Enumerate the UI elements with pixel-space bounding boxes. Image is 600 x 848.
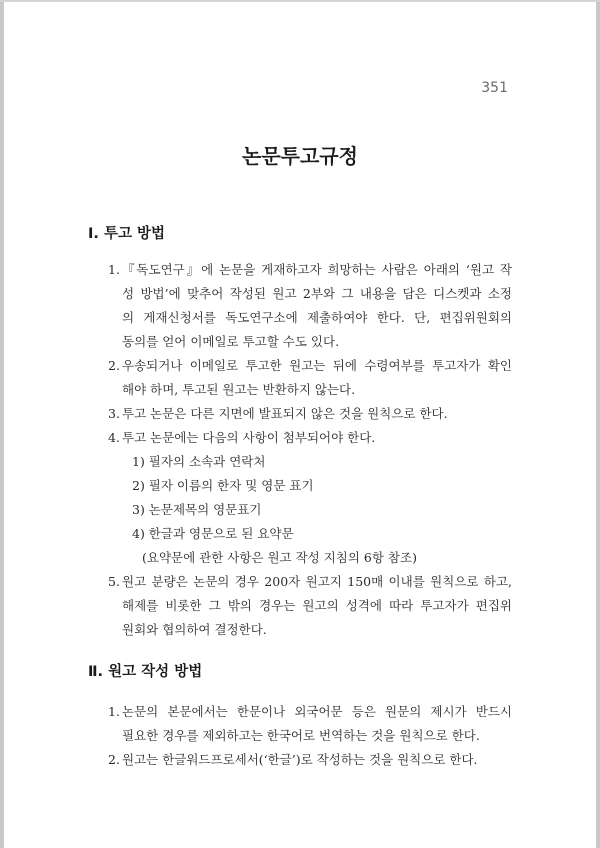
item-line: 논문의 본문에서는 한문이나 외국어문 등은 원문의 제시가 반드시	[122, 704, 512, 719]
list-item	[108, 570, 512, 642]
page-title: 논문투고규정	[242, 144, 358, 168]
item-line: 해야 하며, 투고된 원고는 반환하지 않는다.	[122, 382, 356, 397]
page-edge-left	[0, 0, 4, 848]
item-number: 4.	[108, 430, 120, 445]
sub-item: 1) 필자의 소속과 연락처	[132, 454, 266, 469]
section-heading-2: Ⅱ. 원고 작성 방법	[88, 664, 203, 680]
item-line: 투고 논문은 다른 지면에 발표되지 않은 것을 원칙으로 한다.	[122, 406, 448, 421]
item-line: 원회와 협의하여 결정한다.	[122, 622, 267, 637]
item-number: 1.	[108, 704, 120, 719]
item-line: 의 게재신청서를 독도연구소에 제출하여야 한다. 단, 편집위원회의	[122, 310, 512, 325]
item-line: 동의를 얻어 이메일로 투고할 수도 있다.	[122, 334, 340, 349]
item-number: 3.	[108, 406, 120, 421]
item-line: 원고는 한글워드프로세서(‘한글’)로 작성하는 것을 원칙으로 한다.	[122, 752, 478, 767]
sub-item: 2) 필자 이름의 한자 및 영문 표기	[132, 478, 314, 493]
list-item	[108, 354, 512, 402]
list-item	[108, 258, 512, 354]
item-line: 해제를 비롯한 그 밖의 경우는 원고의 성격에 따라 투고자가 편집위	[122, 598, 512, 613]
section-2-list	[108, 700, 512, 772]
page-number: 351	[481, 80, 508, 96]
section-heading-1: Ⅰ. 투고 방법	[88, 226, 166, 242]
item-number: 2.	[108, 752, 120, 767]
sub-item-note: (요약문에 관한 사항은 원고 작성 지침의 6항 참조)	[142, 550, 417, 565]
item-number: 5.	[108, 574, 120, 589]
section-1-list	[108, 258, 512, 642]
item-line: 원고 분량은 논문의 경우 200자 원고지 150매 이내를 원칙으로 하고,	[122, 574, 512, 589]
item-number: 1.	[108, 262, 120, 277]
sub-item: 3) 논문제목의 영문표기	[132, 502, 262, 517]
item-number: 2.	[108, 358, 120, 373]
sub-item: 4) 한글과 영문으로 된 요약문	[132, 526, 294, 541]
list-item	[108, 700, 512, 748]
item-line: 투고 논문에는 다음의 사항이 첨부되어야 한다.	[122, 430, 376, 445]
page-edge-top	[0, 0, 600, 2]
list-item	[108, 748, 512, 772]
list-item	[108, 402, 512, 426]
item-line: 우송되거나 이메일로 투고한 원고는 뒤에 수령여부를 투고자가 확인	[122, 358, 512, 373]
item-line: 필요한 경우를 제외하고는 한국어로 번역하는 것을 원칙으로 한다.	[122, 728, 480, 743]
item-line: 『독도연구』에 논문을 게재하고자 희망하는 사람은 아래의 ‘원고 작	[122, 262, 512, 277]
page-edge-right	[596, 0, 600, 848]
list-item	[108, 426, 512, 450]
item-line: 성 방법’에 맞추어 작성된 원고 2부와 그 내용을 담은 디스켓과 소정	[122, 286, 512, 301]
